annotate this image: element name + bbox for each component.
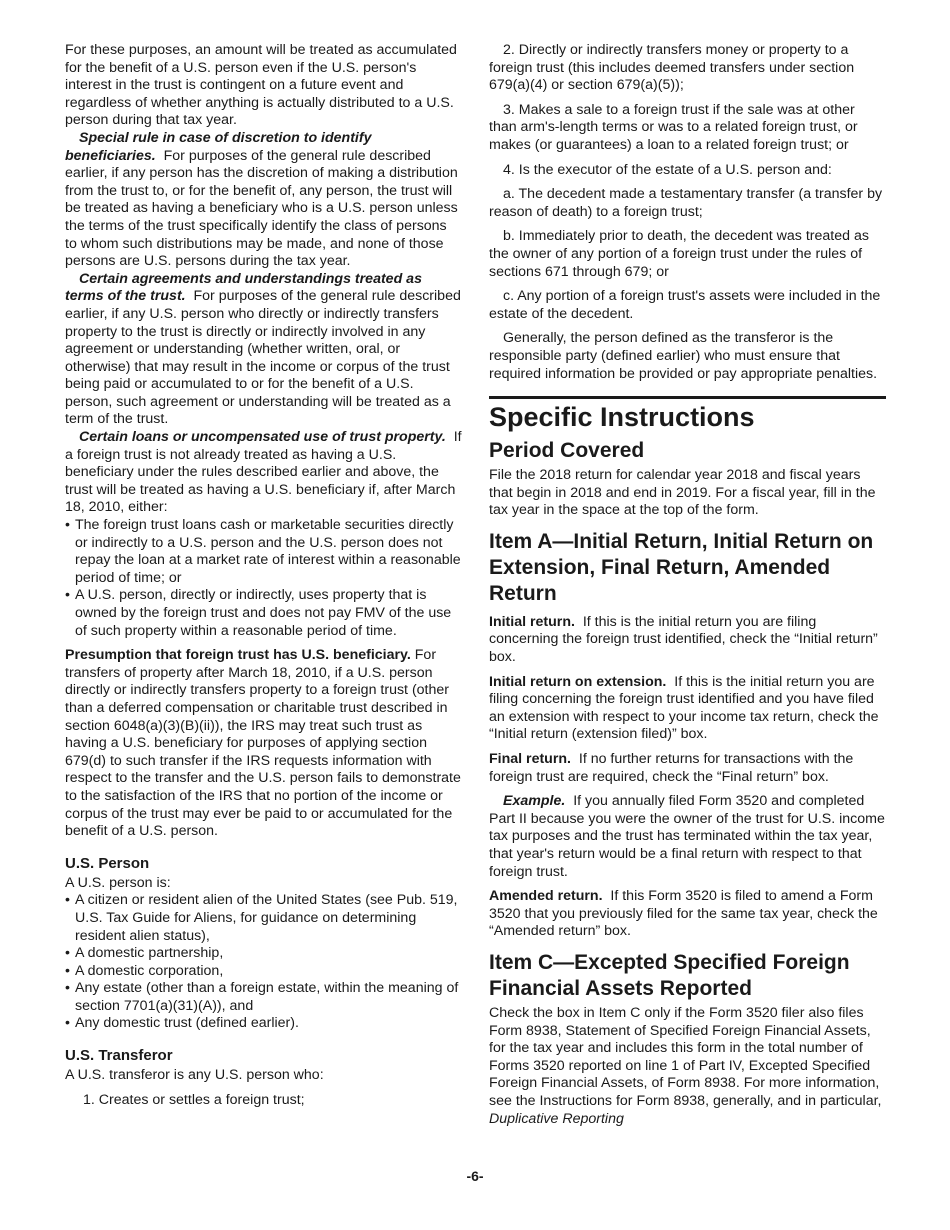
bullet-icon: • — [65, 980, 70, 997]
us-person-bullet: • A domestic partnership, — [65, 945, 224, 962]
bullet-icon: • — [65, 517, 70, 534]
loans-paragraph — [65, 429, 462, 517]
amended-return-label: Amended return. — [489, 888, 603, 905]
initial-return-label: Initial return. — [489, 613, 575, 630]
initial-extension-paragraph: Initial return on extension. If this is the initial return you are filing concerning the foreign trust identified and you have filed an extension with respect to your income tax return, check the “Initial return (extension filed)” box. — [489, 673, 879, 743]
responsible-party-paragraph: Generally, the person defined as the transferor is the responsible party (defined earlier) who must ensure that required information be provided or pay appropriate penalties. — [489, 330, 878, 382]
us-transferor-heading: U.S. Transferor — [65, 1047, 173, 1065]
bullet-icon: • — [65, 962, 70, 979]
specific-instructions-heading: Specific Instructions — [489, 402, 755, 433]
loans-bullet: • The foreign trust loans cash or marketable securities directly or indirectly to a U.S. person and the U.S. person does not repay the loan at a market rate of interest within a reasonable period of time; or — [65, 517, 461, 586]
bullet-icon: • — [65, 945, 70, 962]
item-c-heading: Item C—Excepted Specified Foreign Financial Assets Reported — [489, 950, 850, 1000]
example-paragraph: Example. If you annually filed Form 3520 and completed Part II because you were the owner of the trust for U.S. income tax purposes and the trust has terminated within the tax year, that year's return would be a final return with respect to that foreign trust. — [489, 793, 885, 880]
transferor-item-4b: b. Immediately prior to death, the decedent was treated as the owner of any portion of a foreign trust under the rules of sections 671 through 679; or — [489, 228, 869, 280]
final-return-paragraph: Final return. If no further returns for transactions with the foreign trust are required, check the “Final return” box. — [489, 751, 854, 785]
us-person-intro: A U.S. person is: — [65, 874, 171, 891]
initial-extension-label: Initial return on extension. — [489, 673, 667, 690]
us-person-bullet: • Any estate (other than a foreign estate, within the meaning of section 7701(a)(31)(A)), and — [65, 980, 459, 1014]
discretion-paragraph — [65, 130, 462, 271]
presumption-heading: Presumption that foreign trust has U.S. beneficiary. — [65, 647, 411, 664]
discretion-body: For purposes of the general rule described earlier, if any person has the discretion of making a distribution from the trust to, or for the benefit of, any person, the trust will be treated as having a beneficiary who is a U.S. person unless the terms of the trust specifically identify the class of persons to whom such distributions may be made, and none of those persons are U.S. persons during the tax year. — [65, 147, 458, 270]
us-person-bullet: • A domestic corporation, — [65, 962, 224, 979]
transferor-item-4a: a. The decedent made a testamentary transfer (a transfer by reason of death) to a foreign trust; — [489, 186, 883, 220]
loans-bullet: • A U.S. person, directly or indirectly, uses property that is owned by the foreign trust and does not pay FMV of the use of such property within a reasonable period of time. — [65, 587, 452, 639]
transferor-item-4c: c. Any portion of a foreign trust's assets were included in the estate of the decedent. — [489, 288, 881, 322]
agreements-heading: Certain agreements and understandings treated as terms of the trust. — [65, 270, 422, 305]
initial-return-paragraph: Initial return. If this is the initial return you are filing concerning the foreign trust identified, check the “Initial return” box. — [489, 613, 878, 666]
final-return-label: Final return. — [489, 751, 571, 768]
loans-heading: Certain loans or uncompensated use of trust property. — [79, 429, 446, 446]
amended-return-paragraph: Amended return. If this Form 3520 is filed to amend a Form 3520 that you previously filed for the same tax year, check the “Amended return” box. — [489, 888, 878, 940]
presumption-paragraph — [65, 647, 462, 841]
agreements-body: For purposes of the general rule described earlier, if any U.S. person who directly or indirectly transfers property to the trust is directly or indirectly involved in any agreement or understanding (whether written, oral, or otherwise) that may result in the income or corpus of the trust being paid or accumulated to or for the benefit of a U.S. person, such agreement or understanding will be treated as a term of the trust. — [65, 288, 461, 428]
discretion-heading: Special rule in case of discretion to identify beneficiaries. — [65, 129, 372, 164]
loans-body: If a foreign trust is not already treated as having a U.S. beneficiary under the rules described earlier and above, the trust will be treated as having a U.S. beneficiary if, after March 18, 2010, either: — [65, 429, 462, 516]
bullet-icon: • — [65, 1015, 70, 1032]
presumption-body: For transfers of property after March 18, 2010, if a U.S. person directly or indirectly transfers property to a foreign trust (other than a deferred compensation or charitable trust described in section 6048(a)(3)(B)(ii)), the IRS may treat such trust as having a U.S. beneficiary for purposes of applying section 679(d) to such transfer if the IRS requests information with respect to the transfer and the U.S. person fails to demonstrate to the satisfaction of the IRS that no portion of the income or corpus of the trust may ever be paid to or accumulated for the benefit of a U.S. person. — [65, 647, 461, 840]
us-transferor-intro: A U.S. transferor is any U.S. person who: — [65, 1067, 324, 1084]
transferor-item-2: 2. Directly or indirectly transfers money or property to a foreign trust (this includes deemed transfers under section 679(a)(4) or section 679(a)(5)); — [489, 42, 855, 94]
period-covered-body: File the 2018 return for calendar year 2018 and fiscal years that begin in 2018 and end in 2019. For a fiscal year, fill in the tax year in the space at the top of the form. — [489, 467, 876, 519]
page-number: -6- — [466, 1168, 484, 1184]
accumulated-paragraph: For these purposes, an amount will be treated as accumulated for the benefit of a U.S. person even if the U.S. person's interest in the trust is contingent on a future event and regardless of whether anything is actually distributed to a U.S. person during that tax year. — [65, 42, 457, 129]
transferor-item-3: 3. Makes a sale to a foreign trust if the sale was at other than arm's-length terms or was to a related foreign trust, or makes (or guarantees) a loan to a related foreign trust; or — [489, 101, 858, 153]
item-a-heading: Item A—Initial Return, Initial Return on Extension, Final Return, Amended Return — [489, 529, 874, 605]
section-divider — [489, 396, 886, 399]
bullet-icon: • — [65, 892, 70, 909]
duplicative-reporting-ref: Duplicative Reporting — [489, 1110, 624, 1127]
period-covered-heading: Period Covered — [489, 439, 645, 463]
us-person-bullet: • Any domestic trust (defined earlier). — [65, 1015, 299, 1032]
transferor-item-4: 4. Is the executor of the estate of a U.S. person and: — [503, 161, 832, 178]
agreements-paragraph — [65, 271, 462, 429]
bullet-icon: • — [65, 587, 70, 604]
us-person-bullet: • A citizen or resident alien of the United States (see Pub. 519, U.S. Tax Guide for Aliens, for guidance on determining resident alien status), — [65, 892, 458, 944]
example-label: Example. — [503, 793, 566, 810]
right-column — [489, 42, 886, 1128]
us-person-heading: U.S. Person — [65, 854, 150, 872]
transferor-item-1: 1. Creates or settles a foreign trust; — [83, 1091, 305, 1108]
item-c-paragraph: Check the box in Item C only if the Form 3520 filer also files Form 8938, Statement of Specified Foreign Financial Assets, for the tax year and includes this form in the total number of Forms 3520 reported on line 1 of Part IV, Excepted Specified Foreign Financial Assets, of Form 8938. For more information, see the Instructions for Form 8938, generally, and in particular, Duplicative Reporting — [489, 1004, 882, 1127]
left-column — [65, 42, 462, 1109]
